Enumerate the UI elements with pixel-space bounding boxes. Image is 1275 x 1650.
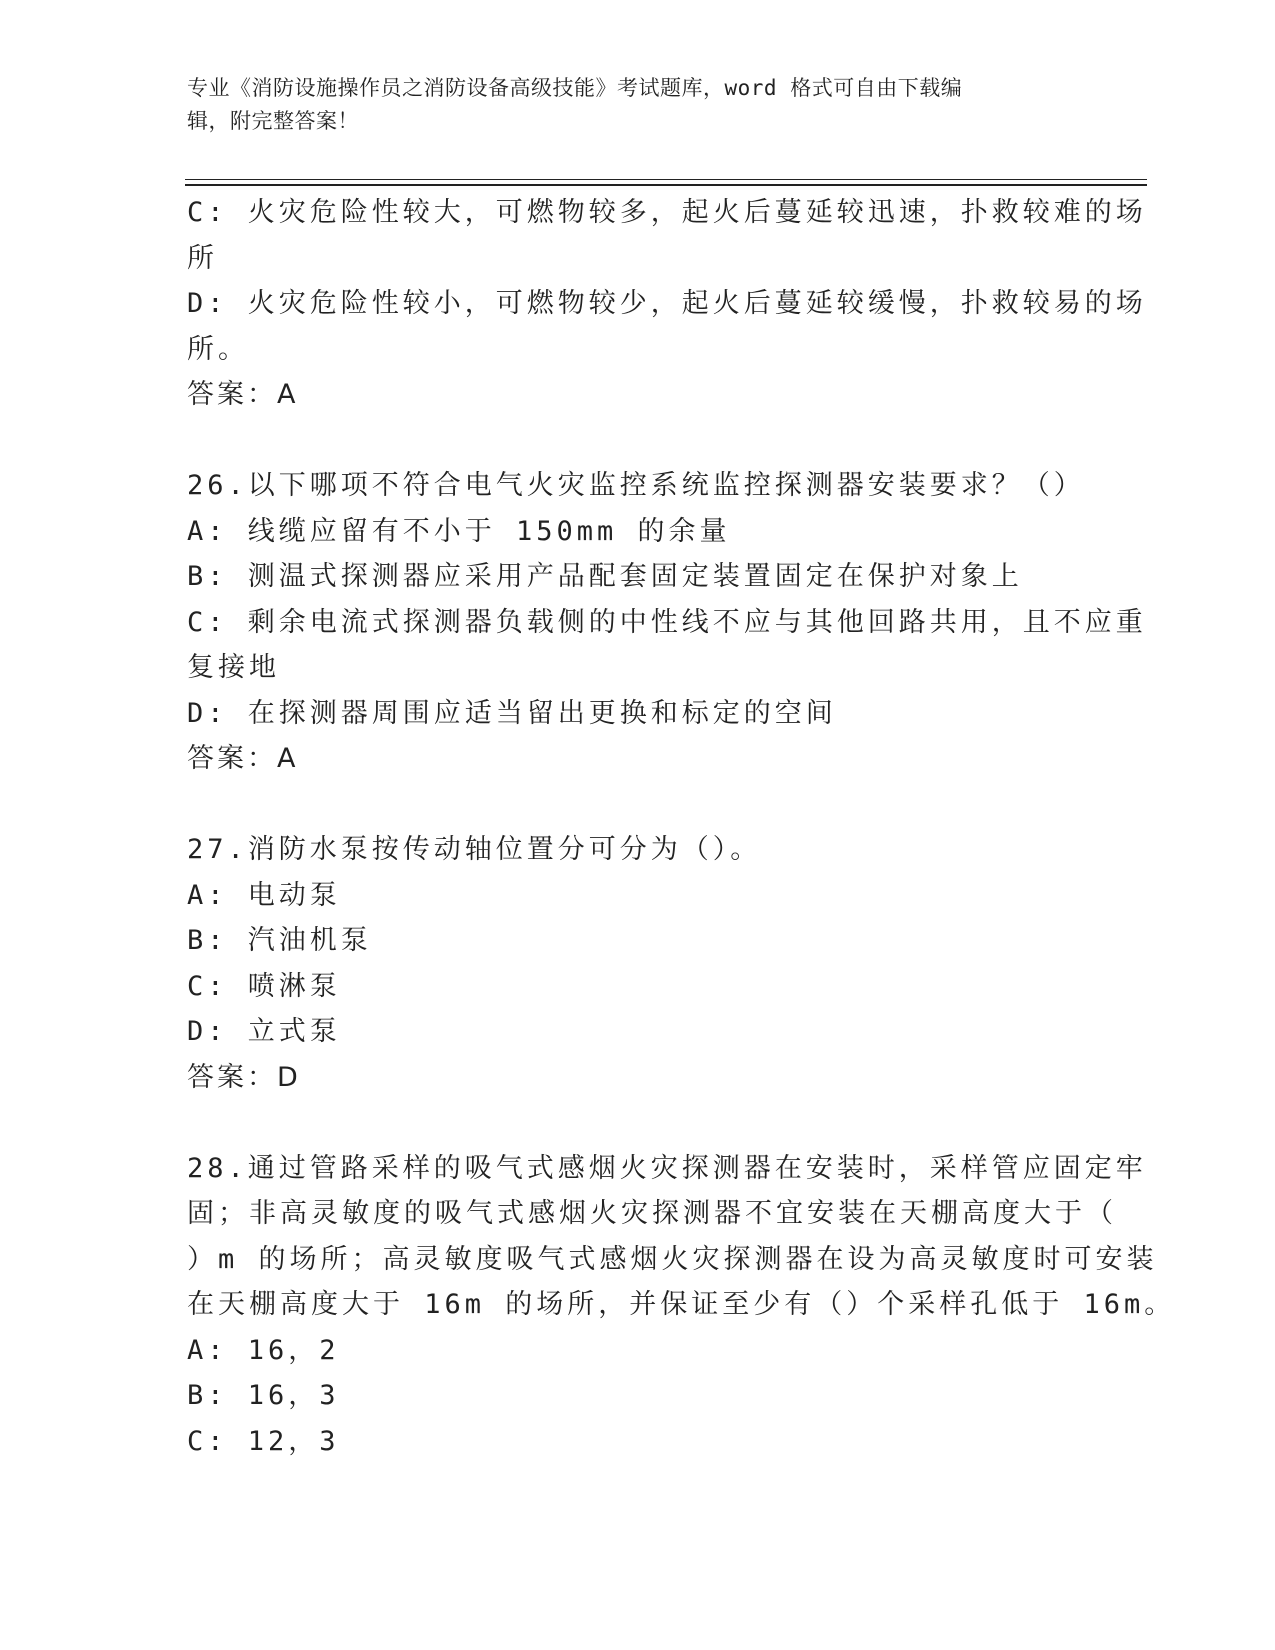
option-a: A: 线缆应留有不小于 150mm 的余量	[187, 515, 731, 547]
option-d: D: 立式泵	[187, 1016, 341, 1047]
option-b: B: 测温式探测器应采用产品配套固定装置固定在保护对象上	[187, 561, 1023, 592]
answer-line: 答案：A	[187, 743, 299, 774]
header-line-1: 专业《消防设施操作员之消防设备高级技能》考试题库，word 格式可自由下载编	[187, 76, 963, 100]
header-line-2: 辑，附完整答案！	[187, 109, 359, 133]
option-b: B: 16，3	[187, 1380, 340, 1411]
question-text: 26.以下哪项不符合电气火灾监控系统监控探测器安装要求？（）	[187, 470, 1085, 501]
option-a: A: 16，2	[187, 1334, 340, 1366]
question-text-line-2: 固；非高灵敏度的吸气式感烟火灾探测器不宜安装在天棚高度大于（	[187, 1198, 1117, 1229]
question-body	[187, 190, 1176, 1464]
question-text-line-4: 在天棚高度大于 16m 的场所，并保证至少有（）个采样孔低于 16m。	[187, 1289, 1176, 1320]
spacer	[187, 418, 1087, 464]
question-26	[187, 463, 1147, 782]
question-27	[187, 827, 1087, 1100]
option-d: D: 在探测器周围应适当留出更换和标定的空间	[187, 697, 837, 729]
answer-line: 答案：A	[187, 379, 299, 410]
question-text-line-1: 28.通过管路采样的吸气式感烟火灾探测器在安装时，采样管应固定牢	[187, 1152, 1147, 1184]
option-a: A: 电动泵	[187, 879, 341, 911]
option-d-line-1: D: 火灾危险性较小，可燃物较少，起火后蔓延较缓慢，扑救较易的场	[187, 288, 1147, 319]
option-d-line-2: 所。	[187, 333, 249, 365]
header-divider-thick	[185, 184, 1147, 186]
option-c: C: 12，3	[187, 1425, 340, 1457]
option-c-line-2: 复接地	[187, 652, 280, 683]
option-c-line-1: C: 剩余电流式探测器负载侧的中性线不应与其他回路共用，且不应重	[187, 606, 1147, 638]
option-b: B: 汽油机泵	[187, 925, 372, 956]
question-28	[187, 1146, 1176, 1465]
header-divider-thin	[185, 179, 1147, 180]
spacer	[187, 1100, 1087, 1146]
option-c: C: 喷淋泵	[187, 970, 341, 1002]
option-c-line-1: C: 火灾危险性较大，可燃物较多，起火后蔓延较迅速，扑救较难的场	[187, 197, 1147, 228]
answer-line: 答案：D	[187, 1061, 301, 1093]
question-text-line-3: ）m 的场所；高灵敏度吸气式感烟火灾探测器在设为高灵敏度时可安装	[187, 1243, 1158, 1275]
option-c-line-2: 所	[187, 242, 218, 274]
spacer	[187, 782, 1087, 828]
question-text: 27.消防水泵按传动轴位置分可分为（）。	[187, 834, 762, 865]
question-25-continuation	[187, 190, 1147, 418]
document-header	[187, 72, 1067, 138]
